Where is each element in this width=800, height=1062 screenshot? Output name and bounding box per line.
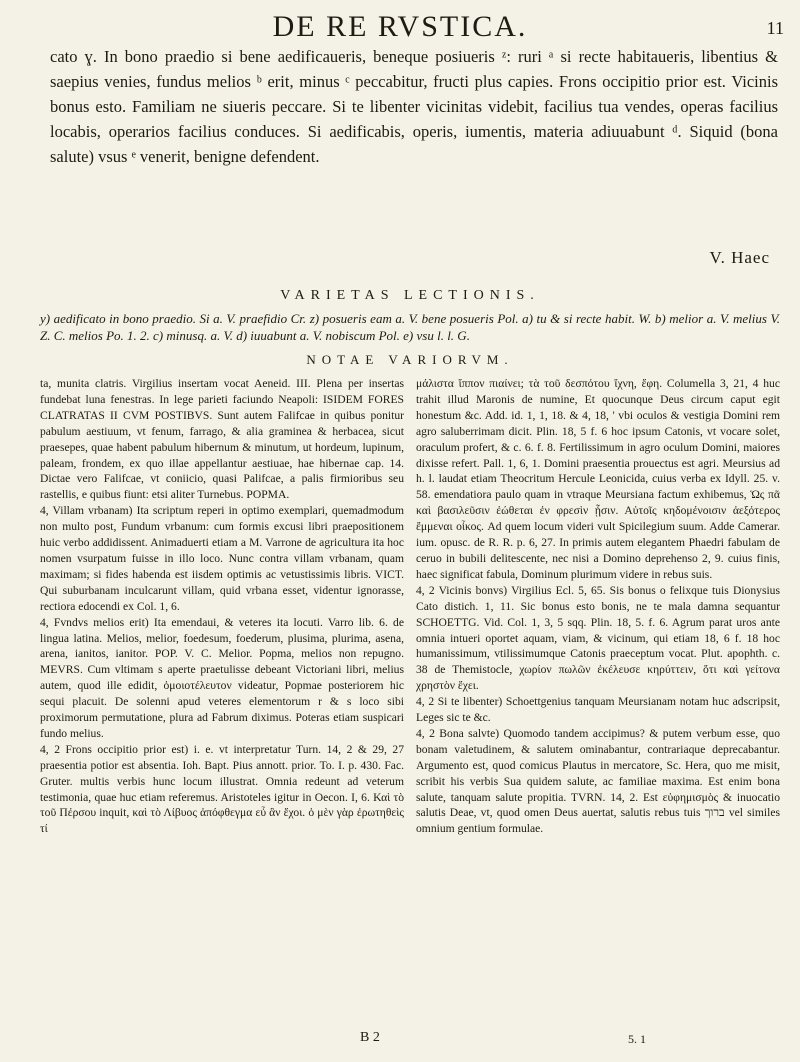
catchword: V. Haec [709, 248, 770, 267]
note-paragraph: 4, 2 Vicinis bonvs) Virgilius Ecl. 5, 65. Sis bonus o felixque tuis Dionysius Cato distich. 1, 11. Sic bonus esto bonis, ne te mala damna sequantur SCHOETTG. Vid. Col. 1, 3, 5 sqq. Plin. 18, 5. f. 6. Agrum parat uros ante omnia intueri oportet aquam, viam, & vicinum, qui etiam 18, 6 f. 18 hoc humanissimum, vtilissimumque Catonis praeceptum vocat. Plut. apophth. c. 38 de Themistocle, χωρίον πωλῶν ἐκέλευσε κηρύττειν, ὅτι καὶ γείτονα χρηστὸν ἔχει. [416, 583, 780, 693]
main-text [50, 44, 778, 169]
page-header [0, 8, 800, 48]
note-paragraph: 4, Fvndvs melios erit) Ita emendaui, & veteres ita locuti. Varro lib. 6. de lingua latina. Melios, melior, foedesum, foederum, plusima, plurima, asena, arena, ianitos, ianitor. POP. V. C. Melior. Popma, melios non repugno. MEVRS. Cum vltimam s aperte praetulisse debeant Victoriani libri, melius autem, quod ille edidit, ὁμοιοτέλευτον videatur, Popmae posteriorem hic sequi placuit. De solenni apud veteres elementorum r & s loco sibi proximorum permutatione, plura ad Fabrum diximus. Poteras etiam suspicari fundo melius. [40, 615, 404, 740]
folio-number: 11 [766, 18, 784, 38]
notes-left-column [40, 376, 404, 1024]
notes-right-column [416, 376, 780, 1024]
running-head: DE RE RVSTICA. [272, 10, 528, 43]
variae-paragraph: y) aedificato in bono praedio. Si a. V. praefidio Cr. z) posueris eam a. V. bene posueris Pol. a) tu & si recte habit. W. b) melior a. V. melius V. Z. C. melios Po. 1. 2. c) minusq. a. V. d) iuuabunt a. V. nobiscum Pol. e) vsu l. l. G. [40, 311, 780, 343]
note-paragraph: 4, 2 Si te libenter) Schoettgenius tanquam Meursianam notam huc adscripsit, Leges sic te &c. [416, 695, 780, 725]
note-paragraph: 4, 2 Bona salvte) Quomodo tandem accipimus? & putem verbum esse, quo bonam valetudinem, & salutem ominabantur, contrariaque deprecabantur. Argumento est, quod comicus Plautus in mercatore, Sc. Hera, quo me misit, scribit his verbis Sua quidem salute, ac familiae maxima. Est enim bona salute, tanquam salute propitia. TVRN. 14, 2. Est εὐφημισμὸς & inuocatio salutis Deae, vt, quod omen Deus auertat, salutis rebus tuis ברוך vel similes omnium gentium formulae. [416, 726, 780, 836]
notes-columns [40, 376, 780, 1024]
variae-title: VARIETAS LECTIONIS. [280, 288, 540, 303]
variae-text [40, 310, 780, 344]
note-paragraph: 4, Villam vrbanam) Ita scriptum reperi in optimo exemplari, quemadmodum non multo post, Fundum vrbanum: cum formis excusi libri praepositionem huic verbo addidissent. Animaduerti etiam a M. Varrone de agricultura ita hoc nomen vsurpatum fuisse in illo loco. Nunc contra villam vrbanam, quam maximam; si fides habenda est iisdem optimis ac vetustissimis libris. VICT. Qui suburbanam inculcarunt villam, quid vrbana esset, videntur ignorasse, rectiora edocendi ex Col. 1, 6. [40, 504, 404, 613]
note-paragraph: ta, munita clatris. Virgilius insertam vocat Aeneid. III. Plena per insertas fundebat luna fenestras. In lege parieti faciundo Neapoli: ISIDEM FORES CLATRATAS II CVM POSTIBVS. Sunt autem Falifcae in quibus ponitur pabulum aestiuum, vt fenum, farrago, & alia gramineа & herbacea, sicut praesepes, quae habent pabulum hibernum & minutum, ut hordeum, lupinum, paleam, frondem, ex quo illae appellantur aestiuae, hae hibernae cap. 14. Dictae vero Falifcae, vt coniicio, quasi Palifcae, a palis firmioribus seu rastellis, e quibus fiunt: etsi aliter Turnebus. POPMA. [40, 377, 404, 502]
signature-right-mark: 5. 1 [628, 1032, 646, 1046]
main-paragraph: cato ɣ. In bono praedio si bene aedificaueris, beneque posiueris ᶻ: ruri ᵃ si recte habitaueris, libentius & saepius venies, fundus melios ᵇ erit, minus ᶜ peccabitur, fructi plus capies. Frons occipitio prior est. Vicinis bonus esto. Familiam ne siueris peccare. Si te libenter vicinitas videbit, facilius tua vendes, operas facilius locabis, operarios facilius conduces. Si aedificabis, operis, iumentis, materia adiuuabunt ᵈ. Siquid (bona salute) vsus ᵉ venerit, benigne defendent. [50, 47, 778, 166]
note-paragraph: 4, 2 Frons occipitio prior est) i. e. vt interpretatur Turn. 14, 2 & 29, 27 praesentia potior est absentia. Ioh. Bapt. Pius annott. prior. To. I. p. 430. Fac. Gruter. multis verbis hunc locum illustrat. Omnia redeunt ad veterum testimonia, quae huc etiam referemus. Aristoteles igitur in Oecon. I, 6. Καὶ τὸ τοῦ Πέρσου inquit, καὶ τὸ Λίβυος ἀπόφθεγμα εὖ ἂν ἔχοι. ὁ μὲν γὰρ ἐρωτηθεὶς τί [40, 742, 404, 836]
signature-mark: B 2 [360, 1030, 380, 1045]
note-paragraph: μάλιστα ἵππον πιαίνει; τὰ τοῦ δεσπότου ἴχνη, ἔφη. Columella 3, 21, 4 huc trahit illud Maronis de numine, Et quocunque Deus circum caput egit honestum &c. Add. id. 1, 1, 18. & 4, 18, ' vbi oculos & vestigia Domini rem agro saluberrimam dicit. Plin. 18, 5 f. 6 hoc ipsum Catonis, vt vocare solet, oraculum profert, & c. 6. f. 8. Fertilissimum in agro oculum Domini, maiores dixisse refert. Pall. 1, 6, 1. Domini praesentia prouectus est agri. Meursius ad h. l. laudat etiam Theocritum Hercule Leonicida, cuius verba ex Idyll. 25. v. 58. emendatiora paulo quam in vtraque Meursiana factum exhibemus, Ὡς πᾶ καὶ βασιλεῦσιν ἐώθεται ἐν φρεσὶν ᾗσιν. Αὐτοῖς κηδομένοισιν ἀεξότερος ἔμμεναι οἶκος. Ad quem locum videri vult Spicilegium suum. Adde Camerar. ium. opusc. de R. R. p. 6, 27. In primis autem elegantem Phaedri fabulam de ceruo in bubili delitescente, nec nisi a Domino deprehenso 2, 9. cuius finis, haec significat fabula, Dominum plurimum videre in rebus suis. [416, 377, 780, 581]
notae-title: NOTAE VARIORVM. [306, 352, 514, 367]
